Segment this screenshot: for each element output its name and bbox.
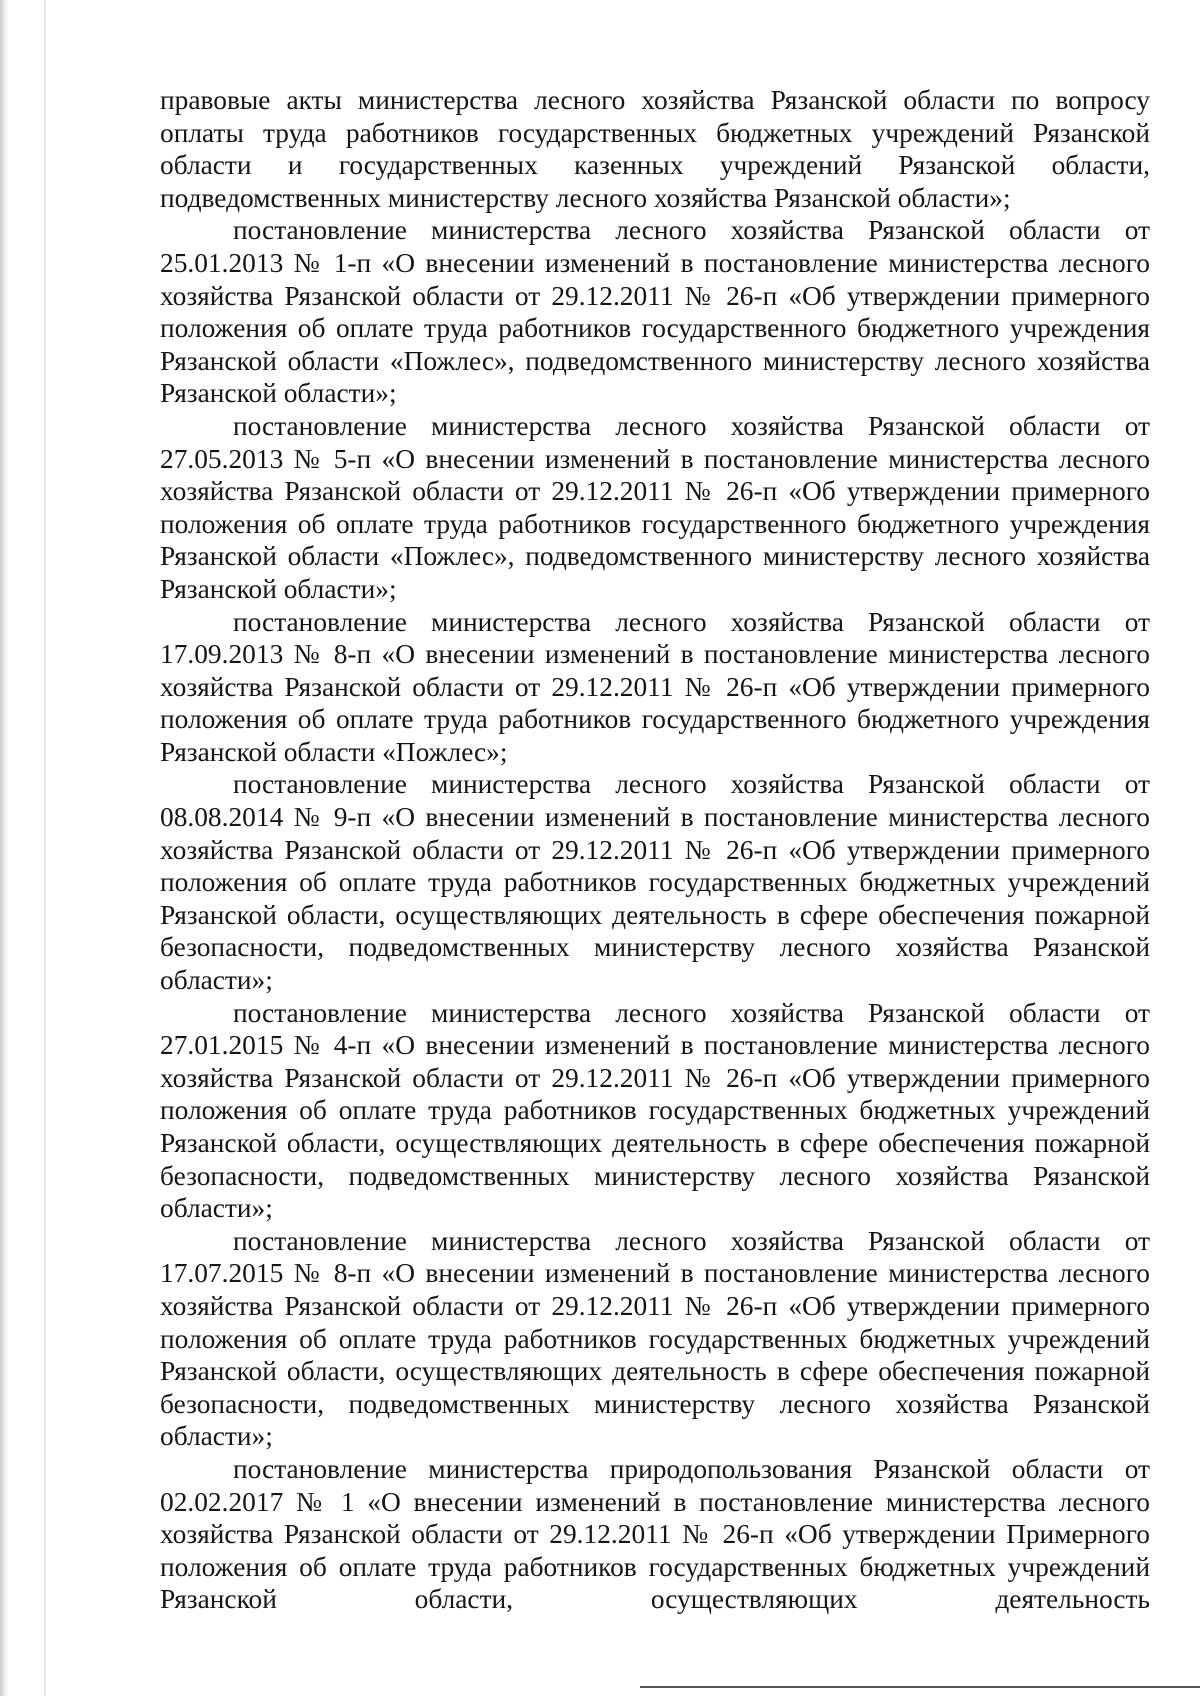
paragraph-resolution-2013-01-25: постановление министерства лесного хозяйства Рязанской области от 25.01.2013 № 1-п «О внесении изменений в постановление министерства лесного хозяйства Рязанской области от 29.12.2011 № 26-п «Об утверждении примерного положения об оплате труда работников государственного бюджетного учреждения Рязанской области «Пожлес», подведомственного министерству лесного хозяйства Рязанской области»; bbox=[160, 215, 1150, 409]
paragraph-resolution-2013-05-27: постановление министерства лесного хозяйства Рязанской области от 27.05.2013 № 5-п «О внесении изменений в постановление министерства лесного хозяйства Рязанской области от 29.12.2011 № 26-п «Об утверждении примерного положения об оплате труда работников государственного бюджетного учреждения Рязанской области «Пожлес», подведомственного министерству лесного хозяйства Рязанской области»; bbox=[160, 410, 1150, 604]
paragraph-resolution-2014-08-08: постановление министерства лесного хозяйства Рязанской области от 08.08.2014 № 9-п «О внесении изменений в постановление министерства лесного хозяйства Рязанской области от 29.12.2011 № 26-п «Об утверждении примерного положения об оплате труда работников государственных бюджетных учреждений Рязанской области, осуществляющих деятельность в сфере обеспечения пожарной безопасности, подведомственных министерству лесного хозяйства Рязанской области»; bbox=[160, 769, 1150, 996]
paragraph-resolution-2013-09-17: постановление министерства лесного хозяйства Рязанской области от 17.09.2013 № 8-п «О внесении изменений в постановление министерства лесного хозяйства Рязанской области от 29.12.2011 № 26-п «Об утверждении примерного положения об оплате труда работников государственного бюджетного учреждения Рязанской области «Пожлес»; bbox=[160, 606, 1150, 767]
paragraph-continuation: правовые акты министерства лесного хозяйства Рязанской области по вопросу оплаты труда работников государственных бюджетных учреждений Рязанской области и государственных казенных учреждений Рязанской области, подведомственных министерству лесного хозяйства Рязанской области»; bbox=[160, 85, 1150, 213]
paragraph-resolution-2017-02-02: постановление министерства природопользования Рязанской области от 02.02.2017 № 1 «О внесении изменений в постановление министерства лесного хозяйства Рязанской области от 29.12.2011 № 26-п «Об утверждении Примерного положения об оплате труда работников государственных бюджетных учреждений Рязанской области, осуществляющих деятельность bbox=[160, 1453, 1150, 1615]
paragraph-resolution-2015-01-27: постановление министерства лесного хозяйства Рязанской области от 27.01.2015 № 4-п «О внесении изменений в постановление министерства лесного хозяйства Рязанской области от 29.12.2011 № 26-п «Об утверждении примерного положения об оплате труда работников государственных бюджетных учреждений Рязанской области, осуществляющих деятельность в сфере обеспечения пожарной безопасности, подведомственных министерству лесного хозяйства Рязанской области»; bbox=[160, 997, 1150, 1224]
scan-left-shadow bbox=[0, 0, 8, 1696]
document-page bbox=[160, 84, 1150, 1616]
scan-margin-line bbox=[44, 0, 46, 1696]
scan-bottom-line bbox=[640, 1686, 1200, 1688]
paragraph-resolution-2015-07-17: постановление министерства лесного хозяйства Рязанской области от 17.07.2015 № 8-п «О внесении изменений в постановление министерства лесного хозяйства Рязанской области от 29.12.2011 № 26-п «Об утверждении примерного положения об оплате труда работников государственных бюджетных учреждений Рязанской области, осуществляющих деятельность в сфере обеспечения пожарной безопасности, подведомственных министерству лесного хозяйства Рязанской области»; bbox=[160, 1225, 1150, 1452]
